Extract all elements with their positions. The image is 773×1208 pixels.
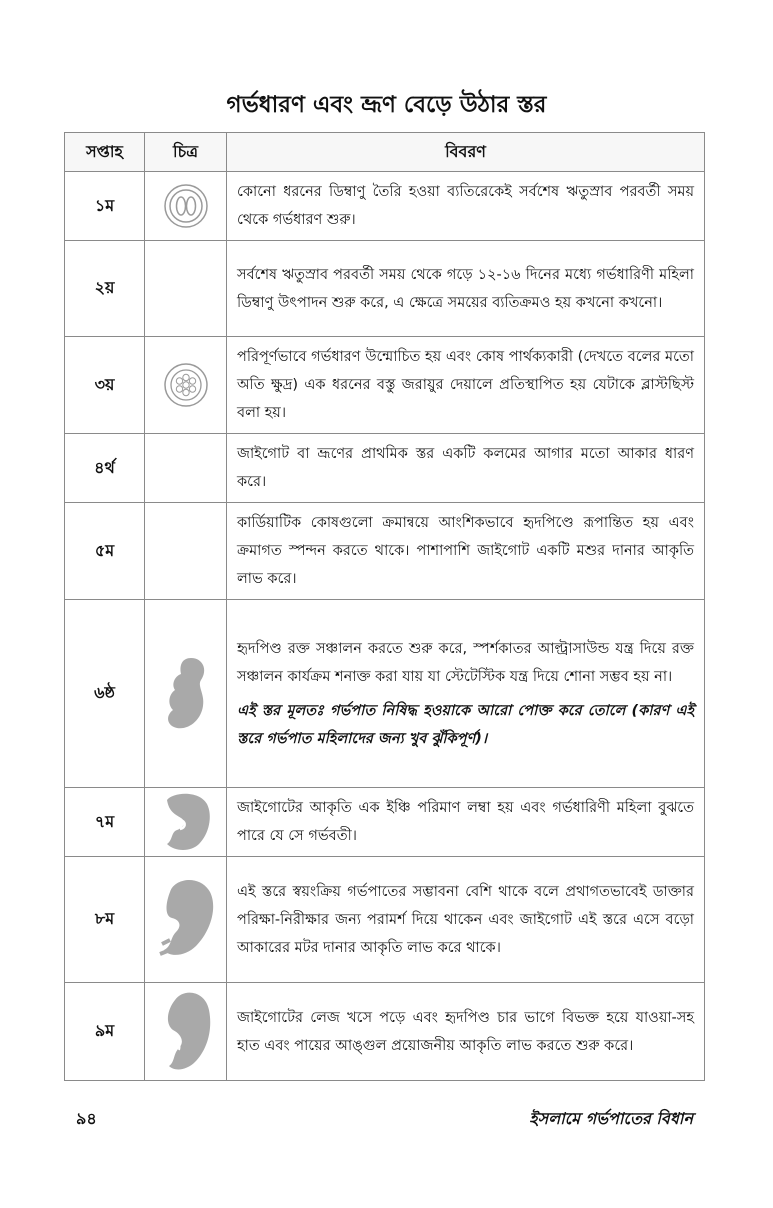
table-row xyxy=(65,503,705,600)
image-cell xyxy=(145,788,227,857)
description-cell xyxy=(227,600,705,788)
week-cell: ৮ম xyxy=(65,857,145,983)
table-row xyxy=(65,600,705,788)
image-cell xyxy=(145,600,227,788)
description-cell: পরিপূর্ণভাবে গর্ভধারণ উন্মোচিত হয় এবং কোষ পার্থক্যকারী (দেখতে বলের মতো অতি ক্ষুদ্র) এক ধরনের বস্তু জরায়ুর দেয়ালে প্রতিস্থাপিত হয় যেটাকে ব্লাস্টছিস্ট বলা হয়। xyxy=(227,337,705,434)
image-cell xyxy=(145,337,227,434)
description-cell: জাইগোটের আকৃতি এক ইঞ্চি পরিমাণ লম্বা হয় এবং গর্ভধারিণী মহিলা বুঝতে পারে যে সে গর্ভবতী। xyxy=(227,788,705,857)
embryo-week7-icon xyxy=(159,790,213,854)
embryo-week9-icon xyxy=(159,988,213,1076)
table-row xyxy=(65,788,705,857)
table-row xyxy=(65,857,705,983)
week-cell: ১ম xyxy=(65,172,145,241)
description-cell: কোনো ধরনের ডিম্বাণু তৈরি হওয়া ব্যতিরেকেই সর্বশেষ ঋতুস্রাব পরবর্তী সময় থেকে গর্ভধারণ শুরু। xyxy=(227,172,705,241)
table-row xyxy=(65,172,705,241)
week-cell: ২য় xyxy=(65,241,145,337)
header-image: চিত্র xyxy=(145,133,227,172)
week-cell: ৩য় xyxy=(65,337,145,434)
header-description: বিবরণ xyxy=(227,133,705,172)
week-cell: ৬ষ্ঠ xyxy=(65,600,145,788)
week-cell: ৫ম xyxy=(65,503,145,600)
image-cell xyxy=(145,172,227,241)
table-row xyxy=(65,241,705,337)
embryo-stage-table xyxy=(64,132,705,1081)
image-cell xyxy=(145,241,227,337)
page-title: গর্ভধারণ এবং ভ্রূণ বেড়ে উঠার স্তর xyxy=(226,92,547,118)
warning-note: এই স্তর মূলতঃ গর্ভপাত নিষিদ্ধ হওয়াকে আরো পোক্ত করে তোলে (কারণ এই স্তরে গর্ভপাত মহিলাদের জন্য খুব ঝুঁকিপূর্ণ)। xyxy=(237,702,694,747)
image-cell xyxy=(145,857,227,983)
description-cell: জাইগোটের লেজ খসে পড়ে এবং হৃদপিণ্ড চার ভাগে বিভক্ত হয়ে যাওয়া-সহ হাত এবং পায়ের আঙ্গুল প্রয়োজনীয় আকৃতি লাভ করতে শুরু করে। xyxy=(227,983,705,1081)
morula-icon xyxy=(163,362,209,408)
page-number: ৯৪ xyxy=(76,1109,97,1128)
description-text: হৃদপিণ্ড রক্ত সঞ্চালন করতে শুরু করে, স্পর্শকাতর আল্ট্রাসাউন্ড যন্ত্র দিয়ে রক্ত সঞ্চালন কার্যক্রম শনাক্ত করা যায় যা স্টেটেস্টিক যন্ত্র দিয়ে শোনা সম্ভব হয় না। xyxy=(237,640,694,685)
week-cell: ৭ম xyxy=(65,788,145,857)
image-cell xyxy=(145,434,227,503)
header-week: সপ্তাহ xyxy=(65,133,145,172)
table-row xyxy=(65,434,705,503)
running-footer-book-title: ইসলামে গর্ভপাতের বিধান xyxy=(529,1109,693,1128)
description-cell: সর্বশেষ ঋতুস্রাব পরবর্তী সময় থেকে গড়ে ১২-১৬ দিনের মধ্যে গর্ভধারিণী মহিলা ডিম্বাণু উৎপাদন শুরু করে, এ ক্ষেত্রে সময়ের ব্যতিক্রমও হয় কখনো কখনো। xyxy=(227,241,705,337)
embryo-week8-icon xyxy=(156,874,216,966)
description-cell: এই স্তরে স্বয়ংক্রিয় গর্ভপাতের সম্ভাবনা বেশি থাকে বলে প্রথাগতভাবেই ডাক্তার পরিক্ষা-নিরীক্ষার জন্য পরামর্শ দিয়ে থাকেন এবং জাইগোট এই স্তরে এসে বড়ো আকারের মটর দানার আকৃতি লাভ করে থাকে। xyxy=(227,857,705,983)
description-cell: কার্ডিয়াটিক কোষগুলো ক্রমান্বয়ে আংশিকভাবে হৃদপিণ্ডে রূপান্তিত হয় এবং ক্রমাগত স্পন্দন করতে থাকে। পাশাপাশি জাইগোট একটি মশুর দানার আকৃতি লাভ করে। xyxy=(227,503,705,600)
two-cell-embryo-icon xyxy=(163,183,209,229)
table-header-row xyxy=(65,133,705,172)
image-cell xyxy=(145,503,227,600)
table-row xyxy=(65,983,705,1081)
week-cell: ৯ম xyxy=(65,983,145,1081)
image-cell xyxy=(145,983,227,1081)
table-row xyxy=(65,337,705,434)
week-cell: ৪র্থ xyxy=(65,434,145,503)
description-cell: জাইগোট বা ভ্রূণের প্রাথমিক স্তর একটি কলমের আগার মতো আকার ধারণ করে। xyxy=(227,434,705,503)
embryo-week6-icon xyxy=(161,654,211,734)
